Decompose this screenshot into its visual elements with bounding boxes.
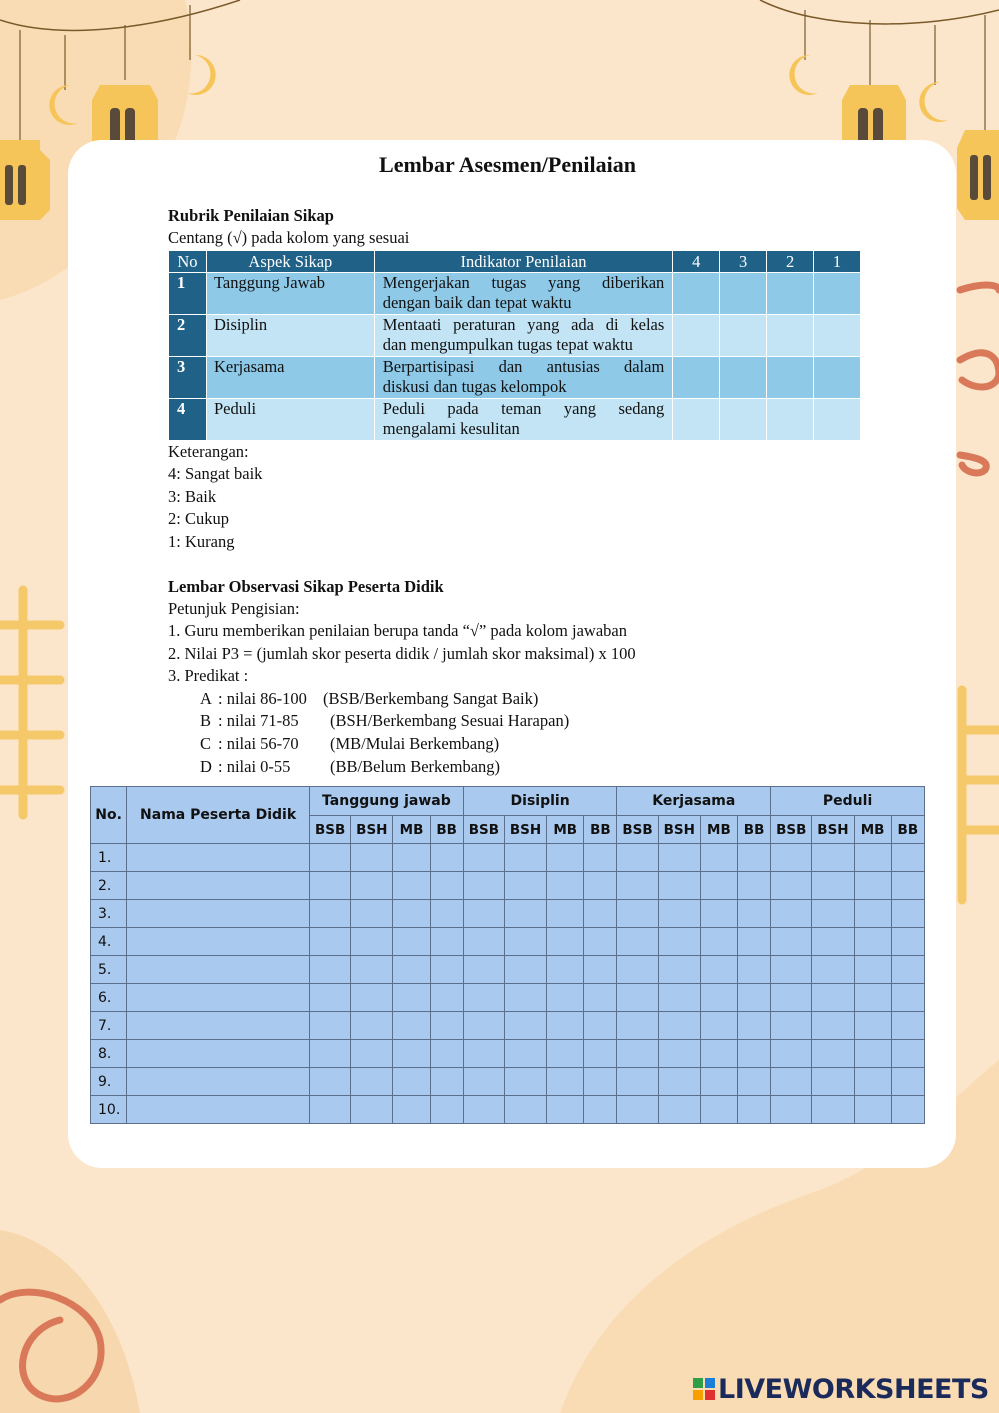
table-row	[91, 900, 925, 928]
score-cell[interactable]	[738, 956, 771, 984]
score-cell[interactable]	[393, 844, 430, 872]
score-cell[interactable]	[658, 1068, 700, 1096]
score-cell[interactable]	[617, 1040, 658, 1068]
student-name-cell[interactable]	[127, 844, 310, 872]
score-cell[interactable]	[584, 872, 617, 900]
student-name-cell[interactable]	[127, 984, 310, 1012]
predikat-grade: C	[200, 734, 212, 753]
score-cell[interactable]	[310, 928, 351, 956]
table-row	[91, 844, 925, 872]
group-tanggung-jawab: Tanggung jawab	[310, 787, 464, 816]
score-cell[interactable]	[504, 1040, 546, 1068]
keterangan-item: 4: Sangat baik	[168, 464, 263, 483]
col-score-2: 2	[767, 251, 814, 273]
sub-header-bsh: BSH	[351, 816, 393, 844]
sub-header-mb: MB	[854, 816, 891, 844]
checkbox-cell[interactable]	[767, 357, 814, 399]
table-row	[91, 1096, 925, 1124]
score-cell[interactable]	[463, 984, 504, 1012]
score-cell[interactable]	[854, 1096, 891, 1124]
row-number: 2	[169, 315, 207, 357]
table-row	[169, 273, 861, 315]
aspek-cell: Peduli	[206, 399, 374, 441]
score-cell[interactable]	[547, 928, 584, 956]
score-cell[interactable]	[504, 900, 546, 928]
row-number: 6.	[91, 984, 127, 1012]
score-cell[interactable]	[547, 1096, 584, 1124]
score-cell[interactable]	[393, 928, 430, 956]
score-cell[interactable]	[854, 956, 891, 984]
row-number: 1	[169, 273, 207, 315]
score-cell[interactable]	[393, 1068, 430, 1096]
score-cell[interactable]	[504, 872, 546, 900]
score-cell[interactable]	[617, 928, 658, 956]
predikat-range: : nilai 0-55	[218, 757, 291, 776]
group-disiplin: Disiplin	[463, 787, 617, 816]
score-cell[interactable]	[700, 1040, 737, 1068]
student-name-cell[interactable]	[127, 1096, 310, 1124]
score-cell[interactable]	[854, 1040, 891, 1068]
header-no: No.	[91, 787, 127, 844]
score-cell[interactable]	[658, 1040, 700, 1068]
table-row	[91, 956, 925, 984]
score-cell[interactable]	[310, 844, 351, 872]
score-cell[interactable]	[617, 1096, 658, 1124]
checkbox-cell[interactable]	[720, 399, 767, 441]
checkbox-cell[interactable]	[767, 399, 814, 441]
col-score-1: 1	[814, 251, 861, 273]
col-aspek: Aspek Sikap	[206, 251, 374, 273]
score-cell[interactable]	[393, 872, 430, 900]
score-cell[interactable]	[891, 1040, 924, 1068]
score-cell[interactable]	[812, 928, 854, 956]
student-name-cell[interactable]	[127, 1040, 310, 1068]
score-cell[interactable]	[771, 900, 812, 928]
sub-header-mb: MB	[547, 816, 584, 844]
score-cell[interactable]	[504, 844, 546, 872]
score-cell[interactable]	[430, 956, 463, 984]
sub-header-mb: MB	[700, 816, 737, 844]
score-cell[interactable]	[771, 1040, 812, 1068]
row-number: 5.	[91, 956, 127, 984]
score-cell[interactable]	[430, 1068, 463, 1096]
score-cell[interactable]	[584, 956, 617, 984]
score-cell[interactable]	[891, 956, 924, 984]
score-cell[interactable]	[891, 844, 924, 872]
score-cell[interactable]	[584, 844, 617, 872]
student-name-cell[interactable]	[127, 872, 310, 900]
score-cell[interactable]	[310, 1068, 351, 1096]
score-cell[interactable]	[617, 900, 658, 928]
score-cell[interactable]	[812, 1096, 854, 1124]
predikat-grade: B	[200, 711, 212, 730]
score-cell[interactable]	[738, 1012, 771, 1040]
checkbox-cell[interactable]	[673, 273, 720, 315]
predikat-grade: D	[200, 757, 212, 776]
checkbox-cell[interactable]	[814, 357, 861, 399]
score-cell[interactable]	[393, 1012, 430, 1040]
checkbox-cell[interactable]	[814, 273, 861, 315]
petunjuk-label: Petunjuk Pengisian:	[168, 599, 300, 618]
student-name-cell[interactable]	[127, 956, 310, 984]
score-cell[interactable]	[700, 844, 737, 872]
rubric-table	[168, 250, 861, 441]
table-row	[91, 984, 925, 1012]
score-cell[interactable]	[812, 1012, 854, 1040]
score-cell[interactable]	[351, 1096, 393, 1124]
checkbox-cell[interactable]	[767, 273, 814, 315]
indikator-cell: Mentaati peraturan yang ada di kelas dan mengumpulkan tugas tepat waktu	[374, 315, 673, 357]
aspek-cell: Disiplin	[206, 315, 374, 357]
rubric-instruction: Centang (√) pada kolom yang sesuai	[168, 228, 410, 247]
score-cell[interactable]	[854, 1068, 891, 1096]
liveworksheets-logo: LIVEWORKSHEETS	[718, 1374, 989, 1405]
score-cell[interactable]	[812, 872, 854, 900]
score-cell[interactable]	[310, 984, 351, 1012]
sub-header-bsh: BSH	[812, 816, 854, 844]
score-cell[interactable]	[547, 844, 584, 872]
group-peduli: Peduli	[771, 787, 925, 816]
score-cell[interactable]	[700, 984, 737, 1012]
score-cell[interactable]	[351, 1068, 393, 1096]
score-cell[interactable]	[738, 844, 771, 872]
score-cell[interactable]	[584, 900, 617, 928]
score-cell[interactable]	[310, 956, 351, 984]
score-cell[interactable]	[351, 900, 393, 928]
table-row	[91, 1040, 925, 1068]
score-cell[interactable]	[771, 1096, 812, 1124]
student-name-cell[interactable]	[127, 1012, 310, 1040]
score-cell[interactable]	[700, 956, 737, 984]
score-cell[interactable]	[854, 900, 891, 928]
score-cell[interactable]	[504, 956, 546, 984]
score-cell[interactable]	[771, 1068, 812, 1096]
observasi-heading: Lembar Observasi Sikap Peserta Didik	[168, 577, 444, 596]
checkbox-cell[interactable]	[673, 399, 720, 441]
score-cell[interactable]	[891, 928, 924, 956]
score-cell[interactable]	[547, 956, 584, 984]
score-cell[interactable]	[463, 872, 504, 900]
score-cell[interactable]	[617, 956, 658, 984]
row-number: 4	[169, 399, 207, 441]
score-cell[interactable]	[738, 1096, 771, 1124]
score-cell[interactable]	[310, 1012, 351, 1040]
score-cell[interactable]	[700, 900, 737, 928]
score-cell[interactable]	[812, 844, 854, 872]
score-cell[interactable]	[547, 1012, 584, 1040]
checkbox-cell[interactable]	[673, 357, 720, 399]
score-cell[interactable]	[738, 872, 771, 900]
score-cell[interactable]	[430, 1040, 463, 1068]
page-title: Lembar Asesmen/Penilaian	[379, 152, 636, 177]
student-name-cell[interactable]	[127, 1068, 310, 1096]
predikat-desc: (BB/Belum Berkembang)	[330, 757, 501, 776]
predikat-desc: (MB/Mulai Berkembang)	[330, 734, 500, 753]
score-cell[interactable]	[891, 984, 924, 1012]
score-cell[interactable]	[430, 900, 463, 928]
score-cell[interactable]	[658, 844, 700, 872]
score-cell[interactable]	[504, 1068, 546, 1096]
score-cell[interactable]	[738, 1040, 771, 1068]
score-cell[interactable]	[891, 1012, 924, 1040]
row-number: 10.	[91, 1096, 127, 1124]
score-cell[interactable]	[812, 956, 854, 984]
score-cell[interactable]	[463, 1040, 504, 1068]
score-cell[interactable]	[463, 1068, 504, 1096]
score-cell[interactable]	[547, 872, 584, 900]
score-cell[interactable]	[771, 984, 812, 1012]
score-cell[interactable]	[584, 1096, 617, 1124]
score-cell[interactable]	[463, 1096, 504, 1124]
score-cell[interactable]	[738, 900, 771, 928]
col-no: No	[169, 251, 207, 273]
score-cell[interactable]	[854, 872, 891, 900]
score-cell[interactable]	[854, 844, 891, 872]
score-cell[interactable]	[738, 1068, 771, 1096]
score-cell[interactable]	[393, 900, 430, 928]
row-number: 4.	[91, 928, 127, 956]
predikat-desc: (BSH/Berkembang Sesuai Harapan)	[330, 711, 570, 730]
keterangan-item: 2: Cukup	[168, 509, 229, 528]
score-cell[interactable]	[547, 1068, 584, 1096]
checkbox-cell[interactable]	[720, 315, 767, 357]
sub-header-bb: BB	[738, 816, 771, 844]
keterangan-label: Keterangan:	[168, 442, 249, 461]
score-cell[interactable]	[393, 984, 430, 1012]
score-cell[interactable]	[430, 872, 463, 900]
score-cell[interactable]	[430, 928, 463, 956]
checkbox-cell[interactable]	[673, 315, 720, 357]
score-cell[interactable]	[700, 1096, 737, 1124]
score-cell[interactable]	[617, 984, 658, 1012]
score-cell[interactable]	[351, 956, 393, 984]
score-cell[interactable]	[812, 984, 854, 1012]
sub-header-bsb: BSB	[617, 816, 658, 844]
instruction-step: 2. Nilai P3 = (jumlah skor peserta didik / jumlah skor maksimal) x 100	[168, 644, 636, 663]
score-cell[interactable]	[310, 872, 351, 900]
indikator-cell: Mengerjakan tugas yang diberikan dengan baik dan tepat waktu	[374, 273, 673, 315]
score-cell[interactable]	[547, 984, 584, 1012]
sub-header-bsb: BSB	[463, 816, 504, 844]
score-cell[interactable]	[700, 872, 737, 900]
score-cell[interactable]	[617, 1068, 658, 1096]
score-cell[interactable]	[393, 1040, 430, 1068]
score-cell[interactable]	[854, 984, 891, 1012]
row-number: 3.	[91, 900, 127, 928]
col-score-3: 3	[720, 251, 767, 273]
score-cell[interactable]	[584, 1040, 617, 1068]
score-cell[interactable]	[351, 984, 393, 1012]
score-cell[interactable]	[504, 984, 546, 1012]
score-cell[interactable]	[504, 1012, 546, 1040]
indikator-cell: Berpartisipasi dan antusias dalam diskusi dan tugas kelompok	[374, 357, 673, 399]
col-score-4: 4	[673, 251, 720, 273]
instruction-step: 1. Guru memberikan penilaian berupa tanda “√” pada kolom jawaban	[168, 621, 627, 640]
score-cell[interactable]	[771, 928, 812, 956]
sub-header-bsb: BSB	[771, 816, 812, 844]
table-row	[91, 1068, 925, 1096]
score-cell[interactable]	[430, 1096, 463, 1124]
score-cell[interactable]	[812, 1068, 854, 1096]
instruction-step: 3. Predikat :	[168, 666, 249, 685]
sub-header-bb: BB	[584, 816, 617, 844]
score-cell[interactable]	[700, 928, 737, 956]
score-cell[interactable]	[584, 1012, 617, 1040]
score-cell[interactable]	[393, 1096, 430, 1124]
observation-table	[90, 786, 925, 1124]
score-cell[interactable]	[658, 1012, 700, 1040]
sub-header-bsh: BSH	[658, 816, 700, 844]
score-cell[interactable]	[617, 872, 658, 900]
rubric-heading: Rubrik Penilaian Sikap	[168, 206, 334, 225]
col-indikator: Indikator Penilaian	[374, 251, 673, 273]
indikator-cell: Peduli pada teman yang sedang mengalami kesulitan	[374, 399, 673, 441]
table-row	[169, 399, 861, 441]
table-row	[169, 357, 861, 399]
score-cell[interactable]	[351, 872, 393, 900]
score-cell[interactable]	[310, 1040, 351, 1068]
score-cell[interactable]	[700, 1068, 737, 1096]
score-cell[interactable]	[547, 900, 584, 928]
score-cell[interactable]	[812, 1040, 854, 1068]
score-cell[interactable]	[584, 984, 617, 1012]
header-nama: Nama Peserta Didik	[127, 787, 310, 844]
predikat-range: : nilai 56-70	[218, 734, 299, 753]
aspek-cell: Kerjasama	[206, 357, 374, 399]
score-cell[interactable]	[891, 872, 924, 900]
score-cell[interactable]	[658, 900, 700, 928]
score-cell[interactable]	[771, 872, 812, 900]
score-cell[interactable]	[658, 1096, 700, 1124]
sub-header-bb: BB	[891, 816, 924, 844]
score-cell[interactable]	[738, 928, 771, 956]
score-cell[interactable]	[738, 984, 771, 1012]
score-cell[interactable]	[658, 984, 700, 1012]
score-cell[interactable]	[812, 900, 854, 928]
score-cell[interactable]	[351, 1040, 393, 1068]
score-cell[interactable]	[504, 1096, 546, 1124]
row-number: 9.	[91, 1068, 127, 1096]
table-row	[91, 1012, 925, 1040]
sub-header-bsh: BSH	[504, 816, 546, 844]
table-row	[91, 928, 925, 956]
score-cell[interactable]	[771, 844, 812, 872]
score-cell[interactable]	[891, 1096, 924, 1124]
predikat-range: : nilai 71-85	[218, 711, 299, 730]
score-cell[interactable]	[351, 928, 393, 956]
predikat-grade: A	[200, 689, 212, 708]
checkbox-cell[interactable]	[720, 273, 767, 315]
score-cell[interactable]	[351, 1012, 393, 1040]
score-cell[interactable]	[891, 900, 924, 928]
table-row	[169, 315, 861, 357]
score-cell[interactable]	[310, 900, 351, 928]
score-cell[interactable]	[504, 928, 546, 956]
keterangan-item: 3: Baik	[168, 487, 217, 506]
score-cell[interactable]	[771, 956, 812, 984]
score-cell[interactable]	[463, 928, 504, 956]
score-cell[interactable]	[617, 844, 658, 872]
score-cell[interactable]	[463, 844, 504, 872]
aspek-cell: Tanggung Jawab	[206, 273, 374, 315]
score-cell[interactable]	[430, 984, 463, 1012]
sub-header-mb: MB	[393, 816, 430, 844]
checkbox-cell[interactable]	[814, 399, 861, 441]
checkbox-cell[interactable]	[720, 357, 767, 399]
score-cell[interactable]	[393, 956, 430, 984]
score-cell[interactable]	[771, 1012, 812, 1040]
score-cell[interactable]	[617, 1012, 658, 1040]
row-number: 7.	[91, 1012, 127, 1040]
score-cell[interactable]	[463, 1012, 504, 1040]
student-name-cell[interactable]	[127, 928, 310, 956]
row-number: 1.	[91, 844, 127, 872]
row-number: 3	[169, 357, 207, 399]
table-row	[91, 872, 925, 900]
score-cell[interactable]	[854, 1012, 891, 1040]
predikat-range: : nilai 86-100	[218, 689, 307, 708]
liveworksheets-logo-icon	[693, 1378, 715, 1400]
keterangan-item: 1: Kurang	[168, 532, 235, 551]
score-cell[interactable]	[430, 844, 463, 872]
score-cell[interactable]	[463, 956, 504, 984]
score-cell[interactable]	[351, 844, 393, 872]
predikat-desc: (BSB/Berkembang Sangat Baik)	[323, 689, 539, 708]
checkbox-cell[interactable]	[814, 315, 861, 357]
score-cell[interactable]	[658, 872, 700, 900]
score-cell[interactable]	[310, 1096, 351, 1124]
score-cell[interactable]	[854, 928, 891, 956]
row-number: 2.	[91, 872, 127, 900]
student-name-cell[interactable]	[127, 900, 310, 928]
sub-header-bsb: BSB	[310, 816, 351, 844]
checkbox-cell[interactable]	[767, 315, 814, 357]
group-kerjasama: Kerjasama	[617, 787, 771, 816]
score-cell[interactable]	[547, 1040, 584, 1068]
score-cell[interactable]	[584, 928, 617, 956]
score-cell[interactable]	[584, 1068, 617, 1096]
score-cell[interactable]	[700, 1012, 737, 1040]
score-cell[interactable]	[463, 900, 504, 928]
score-cell[interactable]	[430, 1012, 463, 1040]
score-cell[interactable]	[658, 956, 700, 984]
sub-header-bb: BB	[430, 816, 463, 844]
score-cell[interactable]	[658, 928, 700, 956]
score-cell[interactable]	[891, 1068, 924, 1096]
row-number: 8.	[91, 1040, 127, 1068]
